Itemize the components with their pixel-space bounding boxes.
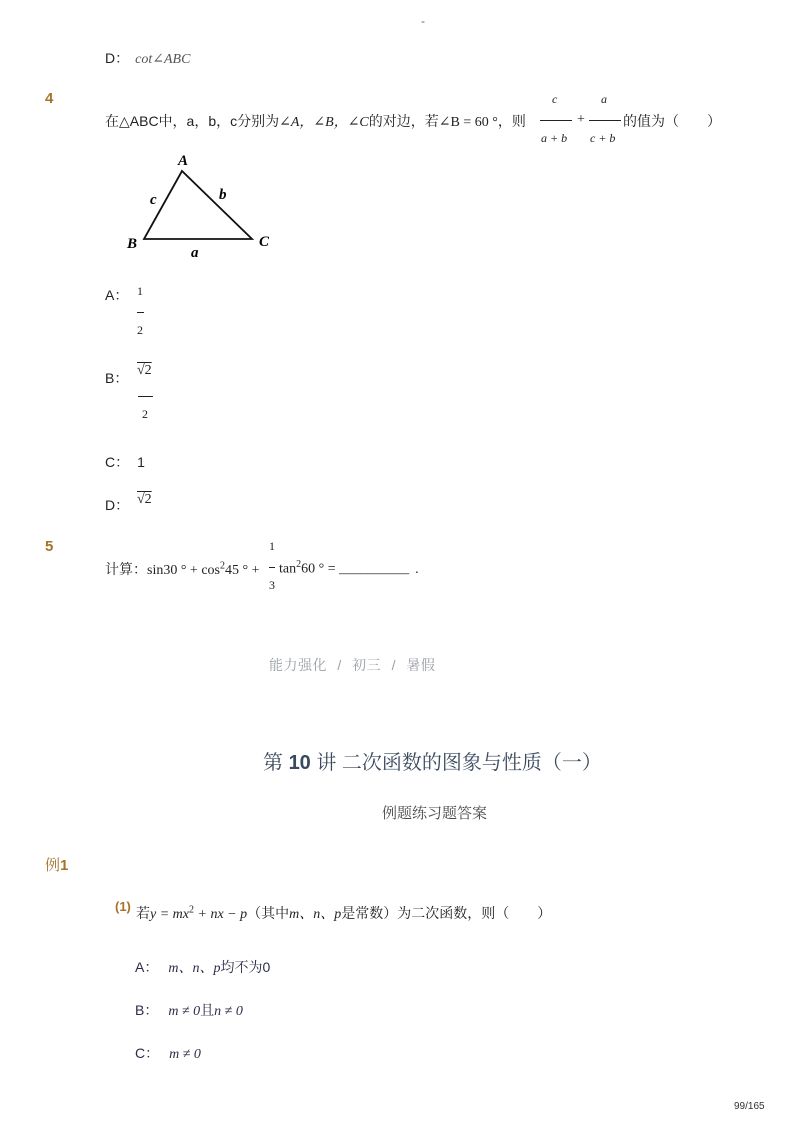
ex1-option-b-expr2: n ≠ 0	[214, 1004, 243, 1019]
footer-sep1: /	[337, 657, 342, 673]
footer-part3: 暑假	[406, 657, 436, 673]
q5-frac-bar	[269, 567, 275, 568]
ex1-option-b-and: 且	[200, 1002, 215, 1018]
ex1-option-b-label: B：	[135, 1002, 159, 1018]
q4-stem-suffix: 的值为（ ）	[623, 113, 721, 129]
q4-option-d-value: √2	[137, 492, 152, 507]
q4-option-d-label: D：	[105, 497, 130, 513]
ex1-rest: 是常数）为二次函数，则（ ）	[341, 905, 552, 921]
triangle-figure	[118, 148, 288, 263]
question-number-4: 4	[45, 90, 54, 107]
side-c-label: c	[150, 192, 157, 208]
q4-option-c-value: 1	[137, 454, 145, 470]
q5-exp2: 2	[296, 559, 302, 570]
q5-answer-blank: __________	[339, 561, 410, 577]
footer-part1: 能力强化	[269, 657, 327, 673]
side-b-label: b	[219, 187, 227, 203]
ex1-pre: 若	[136, 905, 150, 921]
q4-frac2-den: c + b	[590, 131, 616, 145]
q4-frac2-bar	[589, 120, 621, 121]
q4-option-b-num: √2	[137, 363, 152, 378]
q4-option-b-bar	[138, 396, 153, 397]
ex1-exp: 2	[189, 904, 194, 916]
triangle-shape	[144, 171, 252, 239]
q5-prefix: 计算：	[105, 561, 147, 577]
q4-frac1-bar	[540, 120, 572, 121]
ex1-stem	[136, 903, 551, 923]
ex1-option-c	[135, 1043, 201, 1063]
q5-frac-num: 1	[269, 539, 275, 553]
ex1-option-c-label: C：	[135, 1045, 160, 1061]
prev-option-d	[105, 48, 190, 68]
q4-stem-then: ，则	[497, 113, 526, 129]
section-footer	[269, 655, 435, 675]
q4-frac2-num: a	[601, 92, 607, 106]
lecture-suffix: 讲 二次函数的图象与性质（一）	[316, 752, 602, 774]
lecture-prefix: 第	[263, 752, 283, 774]
option-expr: cot∠ABC	[135, 52, 191, 67]
q4-option-a-label: A：	[105, 287, 129, 303]
option-label: D：	[105, 50, 130, 66]
footer-part2: 初三	[352, 657, 382, 673]
vertex-c-label: C	[259, 234, 270, 250]
ex1-func: y = mx	[150, 907, 189, 922]
q4-stem-prefix: 在	[105, 113, 119, 129]
q4-condition: ∠B = 60 °	[438, 115, 498, 130]
q4-stem-mid: 的对边，若	[368, 113, 439, 129]
q4-plus: +	[577, 112, 585, 127]
ex1-option-a	[135, 957, 270, 977]
side-a-label: a	[191, 245, 199, 261]
vertex-a-label: A	[178, 153, 189, 169]
ex1-vars: m、n、p	[289, 907, 342, 922]
q5-end: .	[415, 561, 419, 577]
example-number: 1	[60, 857, 69, 874]
ex1-paren: （其中	[247, 905, 290, 921]
q4-option-a-num: 1	[137, 284, 143, 298]
page-number: 99/165	[734, 1101, 765, 1112]
ex1-option-a-vars: m、n、p	[168, 961, 221, 976]
q4-option-a-den: 2	[137, 323, 143, 337]
q4-option-c	[105, 452, 145, 472]
q5-exp: 2	[220, 560, 225, 572]
subtitle: 例题练习题答案	[382, 805, 488, 822]
q5-line-end	[279, 559, 419, 578]
q5-expr4: 60 ° =	[301, 561, 340, 577]
q5-line	[105, 559, 260, 579]
q5-expr3: tan	[279, 561, 297, 577]
q5-expr2: 45 ° +	[225, 563, 260, 578]
ex1-option-a-label: A：	[135, 959, 159, 975]
ex1-option-c-expr: m ≠ 0	[169, 1047, 201, 1062]
q5-expr1: sin30 ° + cos	[147, 563, 220, 578]
question-number-5: 5	[45, 538, 54, 555]
q4-angles: ∠A，∠B，∠C	[279, 115, 369, 130]
ex1-func2: + nx − p	[194, 907, 248, 922]
ex1-option-b-expr1: m ≠ 0	[168, 1004, 201, 1019]
footer-sep2: /	[391, 657, 396, 673]
q4-option-b-label: B：	[105, 370, 129, 386]
example-label: 例	[45, 857, 61, 874]
ex1-part: (1)	[115, 899, 131, 914]
ex1-option-b	[135, 1000, 243, 1020]
ex1-option-a-text: 均不为0	[220, 959, 271, 975]
q4-option-b-den: 2	[142, 407, 148, 421]
q4-option-a-bar	[137, 312, 144, 313]
q5-frac-den: 3	[269, 578, 275, 592]
q4-frac1-num: c	[552, 92, 558, 106]
q4-stem	[105, 111, 526, 131]
q4-frac1-den: a + b	[541, 131, 568, 145]
vertex-b-label: B	[127, 236, 138, 252]
lecture-number: 10	[288, 752, 311, 774]
example-heading	[45, 854, 68, 875]
q4-option-c-label: C：	[105, 454, 130, 470]
lecture-title	[263, 746, 602, 775]
top-mark: -	[421, 14, 425, 28]
q4-stem-triangle: △ABC中，a，b，c分别为	[119, 113, 280, 129]
